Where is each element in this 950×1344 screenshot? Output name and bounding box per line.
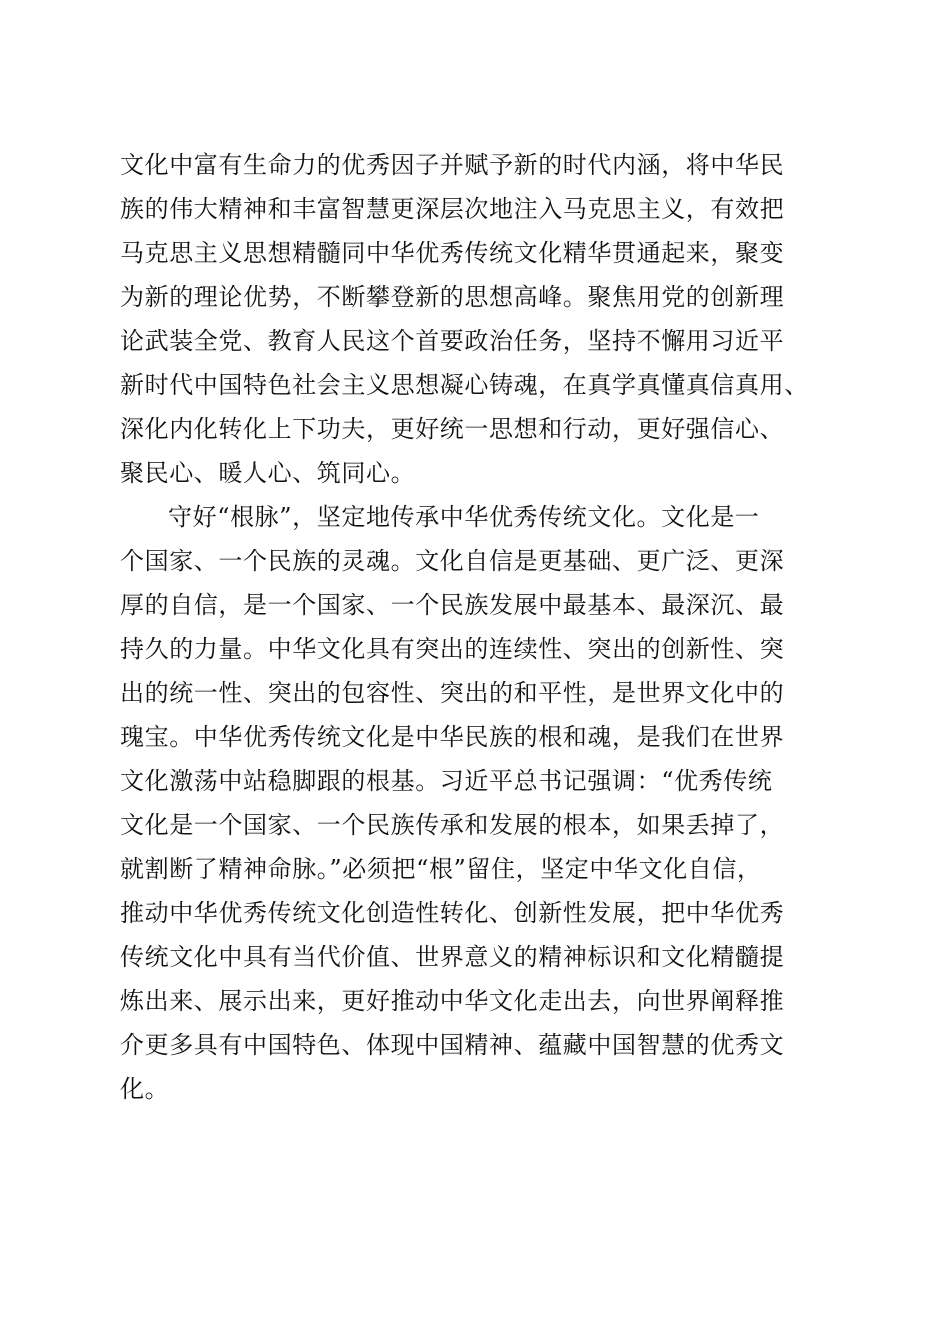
body-text	[120, 143, 840, 1111]
text-line: 个国家、一个民族的灵魂。文化自信是更基础、更广泛、更深	[120, 547, 785, 575]
text-line: 文化激荡中站稳脚跟的根基。习近平总书记强调：“优秀传统	[120, 767, 773, 795]
text-line: 持久的力量。中华文化具有突出的连续性、突出的创新性、突	[120, 635, 785, 663]
text-line: 炼出来、展示出来，更好推动中华文化走出去，向世界阐释推	[120, 987, 785, 1015]
text-line: 推动中华优秀传统文化创造性转化、创新性发展，把中华优秀	[120, 899, 785, 927]
text-line: 论武装全党、教育人民这个首要政治任务，坚持不懈用习近平	[120, 327, 785, 355]
text-line: 出的统一性、突出的包容性、突出的和平性，是世界文化中的	[120, 679, 785, 707]
text-line: 介更多具有中国特色、体现中国精神、蕴藏中国智慧的优秀文	[120, 1031, 785, 1059]
text-line: 新时代中国特色社会主义思想凝心铸魂，在真学真懂真信真用、	[120, 371, 809, 399]
text-line: 瑰宝。中华优秀传统文化是中华民族的根和魂，是我们在世界	[120, 723, 785, 751]
text-line: 深化内化转化上下功夫，更好统一思想和行动，更好强信心、	[120, 415, 785, 443]
paragraph-start-line: 守好“根脉”，坚定地传承中华优秀传统文化。文化是一	[168, 503, 760, 531]
text-line: 族的伟大精神和丰富智慧更深层次地注入马克思主义，有效把	[120, 195, 785, 223]
text-line: 化。	[120, 1075, 170, 1103]
text-line: 为新的理论优势，不断攀登新的思想高峰。聚焦用党的创新理	[120, 283, 785, 311]
text-line: 聚民心、暖人心、筑同心。	[120, 459, 416, 487]
text-line: 文化中富有生命力的优秀因子并赋予新的时代内涵，将中华民	[120, 151, 785, 179]
text-line: 厚的自信，是一个国家、一个民族发展中最基本、最深沉、最	[120, 591, 785, 619]
text-line: 就割断了精神命脉。”必须把“根”留住，坚定中华文化自信，	[120, 855, 762, 883]
text-line: 文化是一个国家、一个民族传承和发展的根本，如果丢掉了，	[120, 811, 785, 839]
text-line: 马克思主义思想精髓同中华优秀传统文化精华贯通起来，聚变	[120, 239, 785, 267]
text-line: 传统文化中具有当代价值、世界意义的精神标识和文化精髓提	[120, 943, 785, 971]
